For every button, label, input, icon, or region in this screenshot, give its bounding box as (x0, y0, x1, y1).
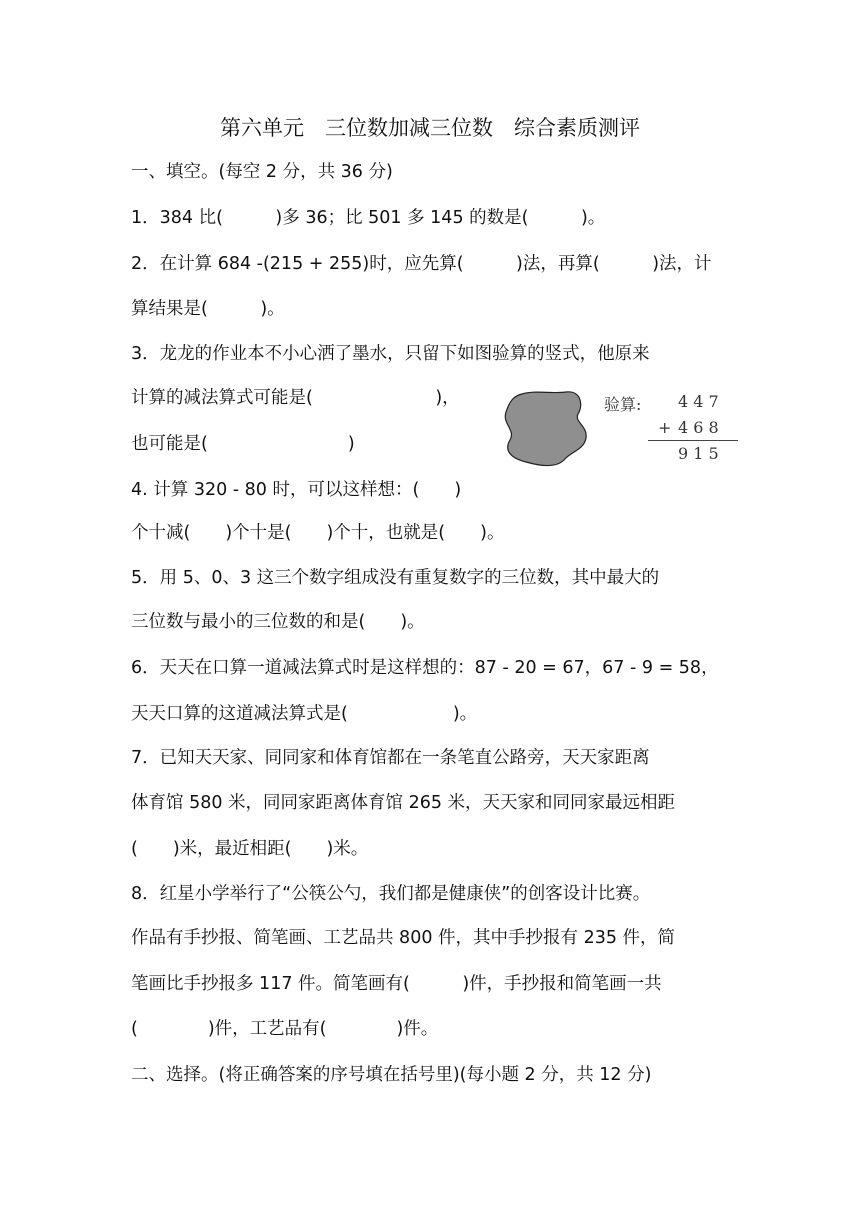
verify-sum: 9 1 5 (678, 444, 719, 463)
verify-plus-sign: + (658, 418, 672, 437)
question-5-line-2: 三位数与最小的三位数的和是( )。 (131, 612, 425, 632)
question-3-line-2: 计算的减法算式可能是( )， (131, 388, 460, 408)
ink-blot-image (500, 388, 590, 468)
verify-addend-1: 4 4 7 (678, 392, 719, 411)
verify-addend-2: 4 6 8 (678, 418, 719, 437)
question-3-line-3: 也可能是( ) (131, 434, 355, 454)
question-6-line-1: 6．天天在口算一道减法算式时是这样想的：87 - 20 = 67，67 - 9 = 58， (131, 658, 719, 678)
question-8-line-4: ( )件，工艺品有( )件。 (131, 1019, 439, 1039)
question-6-line-2: 天天口算的这道减法算式是( )。 (131, 704, 478, 724)
section-1-heading: 一、填空。(每空 2 分，共 36 分) (131, 162, 393, 182)
verification-column-addition (604, 392, 744, 472)
page-title: 第六单元 三位数加减三位数 综合素质测评 (220, 116, 640, 140)
verify-label: 验算: (604, 395, 642, 414)
question-7-line-2: 体育馆 580 米，同同家距离体育馆 265 米，天天家和同同家最远相距 (131, 793, 676, 813)
question-4-line-1: 4. 计算 320 - 80 时，可以这样想：( ) (131, 480, 462, 500)
question-2-line-2: 算结果是( )。 (131, 299, 285, 319)
question-1: 1．384 比( )多 36；比 501 多 145 的数是( )。 (131, 208, 606, 228)
question-7-line-1: 7．已知天天家、同同家和体育馆都在一条笔直公路旁，天天家距离 (131, 748, 650, 768)
section-2-heading: 二、选择。(将正确答案的序号填在括号里)(每小题 2 分，共 12 分) (131, 1065, 652, 1085)
question-5-line-1: 5．用 5、0、3 这三个数字组成没有重复数字的三位数，其中最大的 (131, 568, 660, 588)
question-8-line-1: 8．红星小学举行了“公筷公勺，我们都是健康侠”的创客设计比赛。 (131, 884, 651, 904)
question-4-line-2: 个十减( )个十是( )个十，也就是( )。 (131, 523, 505, 543)
verify-sum-line (648, 440, 738, 441)
question-3-line-1: 3．龙龙的作业本不小心洒了墨水，只留下如图验算的竖式，他原来 (131, 344, 650, 364)
question-8-line-3: 笔画比手抄报多 117 件。简笔画有( )件，手抄报和简笔画一共 (131, 974, 662, 994)
question-7-line-3: ( )米，最近相距( )米。 (131, 839, 369, 859)
question-8-line-2: 作品有手抄报、简笔画、工艺品共 800 件，其中手抄报有 235 件，简 (131, 928, 676, 948)
question-2-line-1: 2．在计算 684 -(215 + 255)时，应先算( )法，再算( )法，计 (131, 254, 712, 274)
